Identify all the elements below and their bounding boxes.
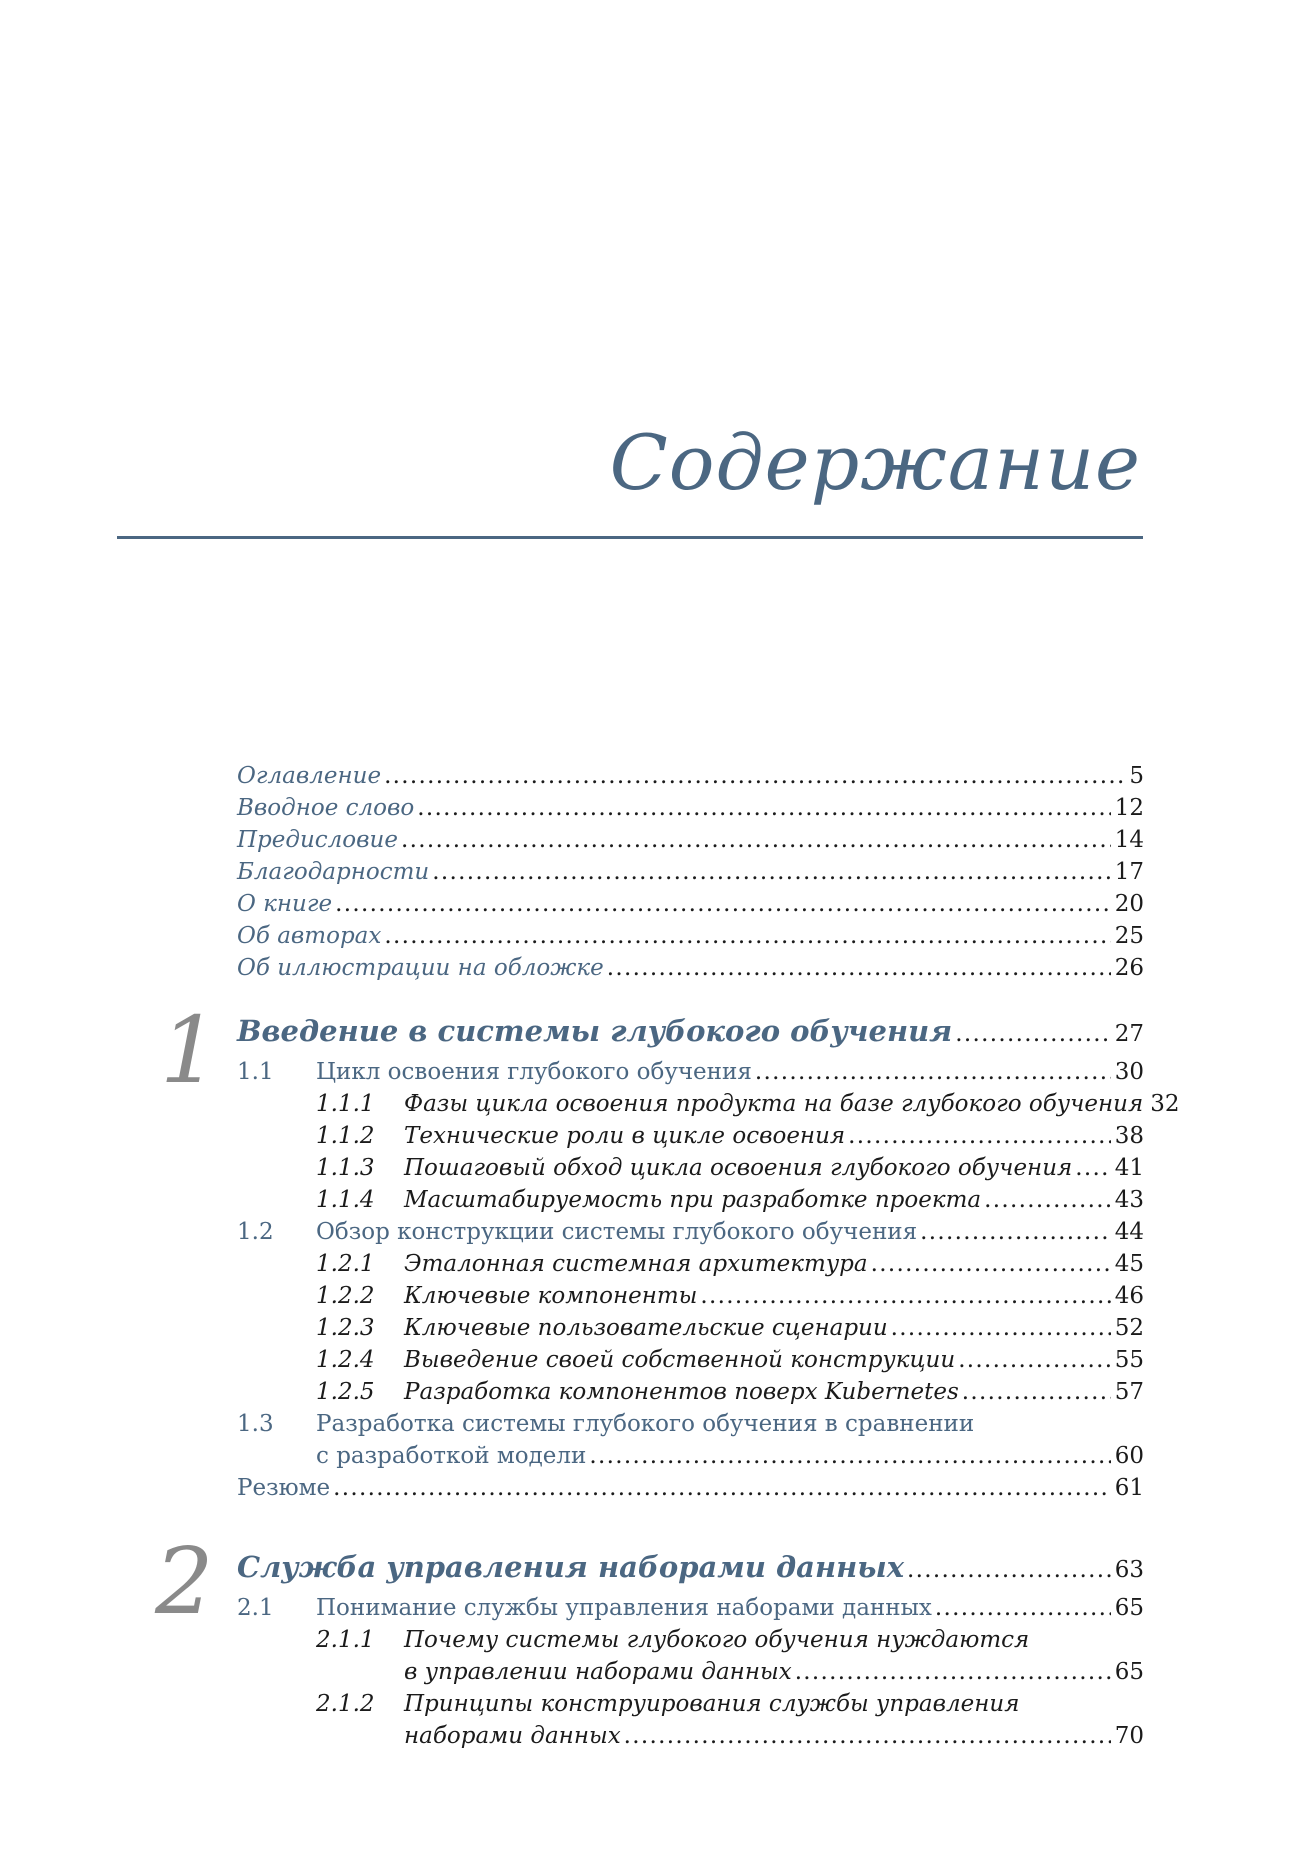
leader-dots [700, 1285, 1110, 1308]
toc-entry-subsection[interactable] [237, 1317, 1144, 1340]
toc-entry-front[interactable] [237, 925, 1144, 948]
leader-dots [958, 1349, 1111, 1372]
toc-entry-subsection[interactable] [237, 1157, 1144, 1180]
entry-page: 5 [1129, 763, 1144, 789]
subsection-number: 1.1.3 [316, 1155, 375, 1181]
toc-entry-subsection[interactable] [237, 1725, 1144, 1748]
entry-label: с разработкой модели [316, 1443, 587, 1469]
leader-dots [755, 1061, 1111, 1084]
subsection-number: 1.1.4 [316, 1187, 375, 1213]
toc-entry-subsection[interactable] [237, 1125, 1144, 1148]
leader-dots [384, 925, 1110, 948]
entry-label: Принципы конструирования службы управления [404, 1691, 1020, 1717]
toc-entry-subsection[interactable] [237, 1381, 1144, 1404]
entry-label: Благодарности [237, 859, 430, 885]
entry-label: Цикл освоения глубокого обучения [316, 1059, 752, 1085]
entry-label: Об авторах [237, 923, 382, 949]
entry-page: 32 [1150, 1091, 1180, 1117]
toc-entry-subsection[interactable] [237, 1285, 1144, 1308]
toc-entry-section[interactable] [237, 1445, 1144, 1468]
chapter-title: Введение в системы глубокого обучения [237, 1014, 953, 1048]
leader-dots [384, 765, 1125, 788]
entry-page: 30 [1114, 1059, 1144, 1085]
entry-page: 25 [1114, 923, 1144, 949]
leader-dots [335, 893, 1111, 916]
entry-page: 57 [1114, 1379, 1144, 1405]
leader-dots [795, 1661, 1111, 1684]
entry-label: Понимание службы управления наборами данных [316, 1595, 932, 1621]
toc-entry-front[interactable] [237, 957, 1144, 980]
entry-label: Ключевые компоненты [404, 1283, 698, 1309]
entry-page: 44 [1114, 1219, 1144, 1245]
toc-entry-section[interactable] [237, 1221, 1144, 1244]
leader-dots [955, 1023, 1110, 1046]
toc-entry-section[interactable] [237, 1597, 1144, 1620]
entry-page: 20 [1114, 891, 1144, 917]
toc-entry-subsection[interactable] [237, 1091, 1180, 1117]
toc-entry-front[interactable] [237, 861, 1144, 884]
chapter-number: 2 [155, 1528, 214, 1635]
entry-label: Разработка компонентов поверх Kubernetes [404, 1379, 959, 1405]
toc-entry-subsection[interactable] [237, 1349, 1144, 1372]
leader-dots [871, 1253, 1111, 1276]
section-number: 1.2 [237, 1219, 274, 1245]
toc-entry-chapter[interactable] [237, 1014, 1144, 1048]
entry-page: 65 [1114, 1595, 1144, 1621]
leader-dots [935, 1597, 1111, 1620]
leader-dots [624, 1725, 1111, 1748]
leader-dots [962, 1381, 1111, 1404]
leader-dots [848, 1125, 1111, 1148]
toc-entry-subsection[interactable] [237, 1189, 1144, 1212]
entry-page: 43 [1114, 1187, 1144, 1213]
entry-page: 52 [1114, 1315, 1144, 1341]
entry-label: Эталонная системная архитектура [404, 1251, 868, 1277]
subsection-number: 1.2.5 [316, 1379, 375, 1405]
entry-label: Резюме [237, 1475, 331, 1501]
subsection-number: 2.1.2 [316, 1691, 375, 1717]
entry-label: Выведение своей собственной конструкции [404, 1347, 956, 1373]
subsection-number: 1.1.2 [316, 1123, 375, 1149]
subsection-number: 1.2.2 [316, 1283, 375, 1309]
entry-page: 12 [1114, 795, 1144, 821]
toc-entry-front[interactable] [237, 765, 1144, 788]
subsection-number: 1.2.3 [316, 1315, 375, 1341]
toc-entry-subsection[interactable] [237, 1661, 1144, 1684]
page-title: Содержание [609, 418, 1141, 507]
leader-dots [920, 1221, 1111, 1244]
toc-entry-chapter[interactable] [237, 1550, 1144, 1584]
entry-label: Технические роли в цикле освоения [404, 1123, 846, 1149]
subsection-number: 1.1.1 [316, 1091, 375, 1117]
leader-dots [907, 1559, 1111, 1582]
entry-label: наборами данных [404, 1723, 621, 1749]
entry-page: 41 [1114, 1155, 1144, 1181]
entry-page: 61 [1114, 1475, 1144, 1501]
entry-page: 65 [1114, 1659, 1144, 1685]
toc-entry-front[interactable] [237, 797, 1144, 820]
subsection-number: 1.2.1 [316, 1251, 375, 1277]
leader-dots [333, 1477, 1111, 1500]
entry-page: 26 [1114, 955, 1144, 981]
leader-dots [1075, 1157, 1110, 1180]
entry-label: Фазы цикла освоения продукта на базе глубокого обучения [404, 1091, 1144, 1117]
entry-label: Обзор конструкции системы глубокого обучения [316, 1219, 918, 1245]
entry-page: 55 [1114, 1347, 1144, 1373]
leader-dots [589, 1445, 1110, 1468]
chapter-title: Служба управления наборами данных [237, 1550, 905, 1584]
entry-label: Ключевые пользовательские сценарии [404, 1315, 888, 1341]
entry-label: Почему системы глубокого обучения нуждаются [404, 1627, 1030, 1653]
entry-page: 45 [1114, 1251, 1144, 1277]
toc-entry-front[interactable] [237, 893, 1144, 916]
entry-label: Предисловие [237, 827, 398, 853]
entry-page: 63 [1114, 1557, 1144, 1583]
entry-page: 27 [1114, 1021, 1144, 1047]
section-number: 1.1 [237, 1059, 274, 1085]
entry-page: 14 [1114, 827, 1144, 853]
toc-entry-subsection-first-line[interactable] [316, 1693, 1019, 1716]
entry-label: Разработка системы глубокого обучения в сравнении [316, 1411, 975, 1437]
toc-entry-front[interactable] [237, 829, 1144, 852]
entry-page: 70 [1114, 1723, 1144, 1749]
toc-entry-section[interactable] [237, 1061, 1144, 1084]
leader-dots [984, 1189, 1111, 1212]
entry-label: Об иллюстрации на обложке [237, 955, 604, 981]
section-number: 2.1 [237, 1595, 274, 1621]
entry-page: 60 [1114, 1443, 1144, 1469]
leader-dots [401, 829, 1111, 852]
toc-entry-subsection-first-line[interactable] [316, 1629, 1029, 1652]
entry-page: 17 [1114, 859, 1144, 885]
leader-dots [417, 797, 1110, 820]
entry-label: Вводное слово [237, 795, 415, 821]
leader-dots [891, 1317, 1111, 1340]
entry-label: Оглавление [237, 763, 382, 789]
leader-dots [432, 861, 1110, 884]
entry-page: 46 [1114, 1283, 1144, 1309]
leader-dots [607, 957, 1111, 980]
chapter-number: 1 [160, 997, 219, 1104]
entry-label: в управлении наборами данных [404, 1659, 792, 1685]
toc-entry-subsection[interactable] [237, 1253, 1144, 1276]
entry-label: О книге [237, 891, 333, 917]
subsection-number: 1.2.4 [316, 1347, 375, 1373]
toc-entry-summary[interactable] [237, 1477, 1144, 1500]
entry-page: 38 [1114, 1123, 1144, 1149]
entry-label: Пошаговый обход цикла освоения глубокого обучения [404, 1155, 1073, 1181]
title-rule [117, 536, 1143, 539]
section-number: 1.3 [237, 1411, 274, 1437]
toc-entry-section-first-line[interactable] [237, 1413, 974, 1436]
subsection-number: 2.1.1 [316, 1627, 375, 1653]
entry-label: Масштабируемость при разработке проекта [404, 1187, 982, 1213]
